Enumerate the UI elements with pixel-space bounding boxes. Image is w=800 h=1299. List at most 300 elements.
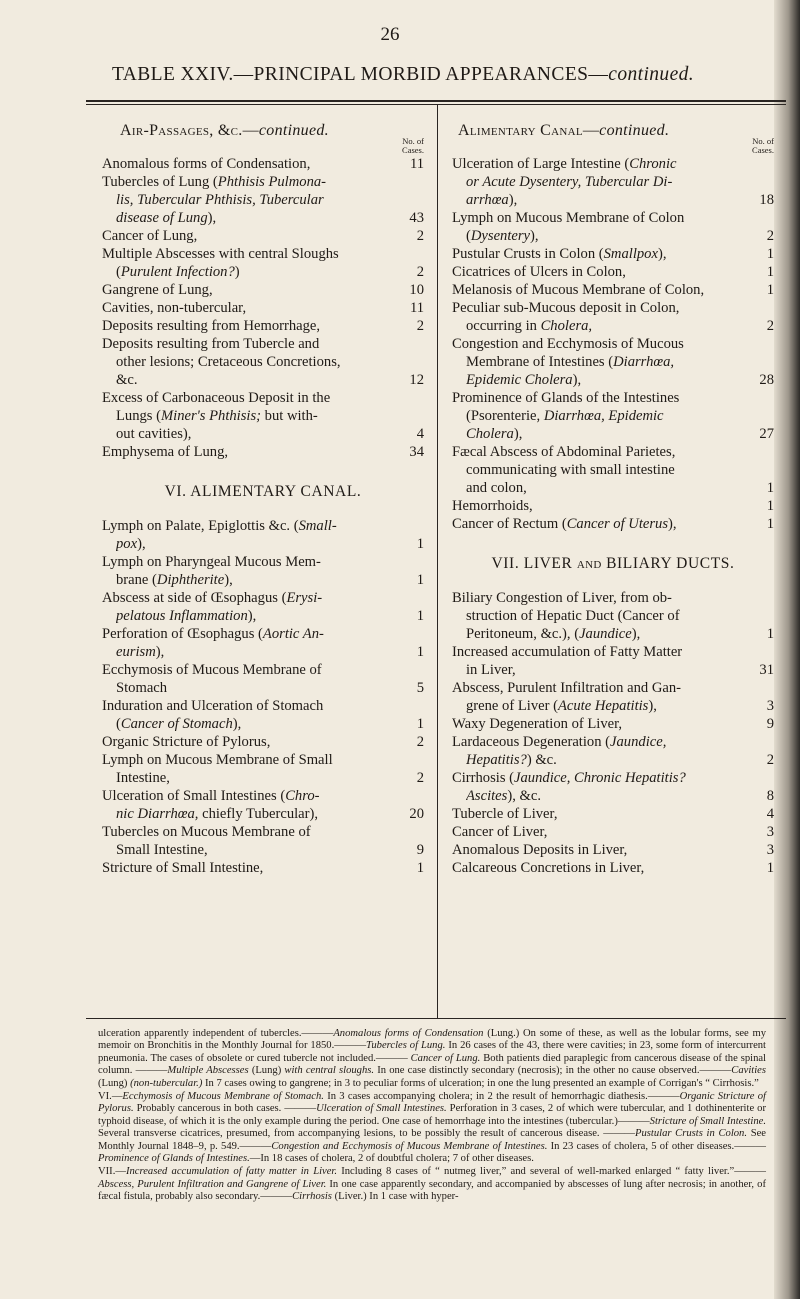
entry-line [102,553,424,571]
entry-text-italic: Cancer of Uterus [566,516,669,532]
entry-line [452,245,774,263]
entry-text-plain: ( [116,716,121,732]
table-entry [102,317,424,335]
entry-text-plain: ), [631,626,641,642]
entry-text-plain: Pustular Crusts in Colon ( [452,246,604,262]
entry-text [116,371,408,389]
right-entries-liver [452,589,774,877]
entry-line [452,805,774,823]
entry-line [452,859,774,877]
case-count: 1 [766,516,774,532]
table-entry [452,335,774,389]
table-entry [102,697,424,733]
case-count: 34 [409,444,424,460]
entry-text [102,281,408,299]
entry-text-italic: Miner's Phthisis; [161,408,262,424]
entry-text-plain: Multiple Abscesses with central Sloughs [102,246,339,262]
entry-text [466,407,774,425]
entry-text-plain: Induration and Ulceration of Stomach [102,698,324,714]
entry-text [102,697,424,715]
table-entry [452,515,774,533]
left-heading-text: Air-Passages, &c.— [120,122,259,139]
entry-text-plain: Lymph on Mucous Membrane of Colon [452,210,685,226]
entry-text-plain: ), [508,192,518,208]
entry-text-italic: Jaundice, [610,734,667,750]
entry-text-plain: Calcareous Concretions in Liver, [452,860,645,876]
case-count: 11 [409,156,424,172]
entry-text-plain: ) [234,264,240,280]
entry-line [452,335,774,353]
case-count: 2 [766,228,774,244]
case-count: 9 [766,716,774,732]
entry-line [452,697,774,715]
entry-line [102,245,424,263]
entry-line [452,173,774,191]
entry-text [466,625,758,643]
case-count: 2 [416,734,424,750]
table-entry [102,661,424,697]
entry-text [466,461,774,479]
entry-text-plain: Intestine, [116,770,170,786]
entry-text [116,715,408,733]
entry-text-plain: Increased accumulation of Fatty Matter [452,644,683,660]
footnote-text: Several transverse cicatrices, presumed, from accompanying lesions, to be possibly the result of cancerous disease. ——— [98,1128,636,1140]
table-entry [452,715,774,733]
footnote-italic: Cavities [731,1065,767,1077]
case-count: 2 [416,228,424,244]
footnote-italic: Ecchymosis of Mucous Membrane of Stomach. [122,1091,324,1103]
entry-text [452,841,758,859]
entry-line [102,353,424,371]
entry-text-plain: Tubercles on Mucous Membrane of [102,824,311,840]
table-entry [102,389,424,443]
entry-text-plain: Fæcal Abscess of Abdominal Parietes, [452,444,676,460]
entry-text [466,787,758,805]
entry-text-italic: Epidemic Cholera [466,372,573,388]
entry-line [452,733,774,751]
entry-text-plain: ), [137,536,146,552]
top-rule [86,100,786,102]
entry-text-italic: pelatous Inflammation [116,608,248,624]
table-entry [102,823,424,859]
case-count: 3 [766,842,774,858]
entry-line [452,479,774,497]
case-count: 1 [766,264,774,280]
entry-text [452,679,774,697]
footnote-text: (Lung) [248,1065,285,1077]
case-count: 1 [416,572,424,588]
entry-text [466,661,758,679]
right-column [452,122,774,877]
entry-text [466,425,758,443]
entry-line [102,407,424,425]
entry-line [452,155,774,173]
entry-text-italic: disease of Lung [116,210,208,226]
entry-text [116,209,408,227]
entry-text-italic: Dysentery [470,228,531,244]
entry-text [452,859,758,877]
entry-line [452,371,774,389]
entry-text-plain: Deposits resulting from Hemorrhage, [102,318,321,334]
entry-line [452,281,774,299]
entry-text-plain: ), [668,516,677,532]
entry-text-plain: Gangrene of Lung, [102,282,213,298]
entry-text-plain: ), [224,572,233,588]
entry-line [102,823,424,841]
entry-text-italic: Cancer of Stomach [120,716,233,732]
entry-line [102,535,424,553]
cases-label-cases: Cases. [752,145,774,155]
case-count: 28 [759,372,774,388]
entry-line [452,209,774,227]
case-count: 2 [416,318,424,334]
footnote-text: In 26 cases of the 43, there were cavities; in 23, some form of intercurrent pneumonia. The cases of obsolete or cured tubercle not included.——— [98,1040,767,1064]
entry-text-plain: ), [657,246,667,262]
table-entry [452,281,774,299]
entry-line [452,787,774,805]
entry-text-plain: ), [232,716,242,732]
entry-text [452,715,758,733]
case-count: 1 [766,282,774,298]
section-title-and: AND [576,559,602,571]
entry-text [466,697,758,715]
table-title [112,64,752,86]
entry-text-plain: Ulceration of Large Intestine ( [452,156,630,172]
entry-text [116,805,408,823]
entry-text [102,859,408,877]
entry-line [452,353,774,371]
entry-line [452,769,774,787]
entry-text-italic: nic Diarrhœa, [116,806,199,822]
entry-text [452,155,774,173]
footnote-italic: Increased accumulation of fatty matter in Liver. [125,1166,338,1178]
entry-text [452,733,774,751]
entry-text-italic: Aortic An- [262,626,324,642]
right-entries-alimentary [452,155,774,533]
entry-text [102,553,424,571]
entry-text-plain: ), &c. [507,788,541,804]
entry-text-italic: Diphtherite [156,572,225,588]
section-title-biliary: BILIARY DUCTS. [601,555,735,572]
entry-text-plain: grene of Liver ( [466,698,558,714]
entry-text [452,443,774,461]
case-count: 18 [759,192,774,208]
entry-text [102,517,424,535]
entry-text-plain: ), [513,426,523,442]
entry-text-plain: Cirrhosis ( [452,770,515,786]
entry-line [102,751,424,769]
entry-text-plain: Cavities, non-tubercular, [102,300,247,316]
table-entry [452,643,774,679]
table-entry [102,787,424,823]
entry-line [452,841,774,859]
case-count: 2 [766,752,774,768]
table-entry [102,625,424,661]
entry-text [116,263,408,281]
case-count: 3 [766,824,774,840]
entry-text [466,191,758,209]
case-count: 3 [766,698,774,714]
entry-text-plain: Small Intestine, [116,842,208,858]
section-title-liver-biliary [452,555,774,573]
entry-text-plain: ), [648,698,657,714]
entry-line [102,571,424,589]
entry-text-plain: Tubercle of Liver, [452,806,558,822]
entry-text-plain: Perforation of Œsophagus ( [102,626,263,642]
entry-line [102,335,424,353]
entry-text [452,299,774,317]
entry-text-plain: Prominence of Glands of the Intestines [452,390,680,406]
entry-text-plain: Membrane of Intestines ( [466,354,614,370]
entry-line [102,173,424,191]
entry-text [116,353,424,371]
entry-line [102,227,424,245]
entry-text [102,787,424,805]
footnote-italic: Anomalous forms of Condensation [333,1028,484,1039]
entry-text [102,733,408,751]
entry-text [116,607,408,625]
entry-text-plain: Anomalous forms of Condensation, [102,156,311,172]
entry-text [452,805,758,823]
left-heading-continued: continued. [258,122,329,139]
footnote-text: (Lung) [98,1077,131,1089]
entry-text-italic: Diarrhœa, [613,354,675,370]
case-count: 1 [766,498,774,514]
entry-text-plain: Abscess, Purulent Infiltration and Gan- [452,680,681,696]
case-count: 31 [759,662,774,678]
case-count: 2 [416,264,424,280]
footnote-paragraph [98,1028,766,1090]
entry-line [102,625,424,643]
entry-text-plain: ( [466,228,471,244]
footnotes [98,1028,766,1204]
entry-text-plain: ), [572,372,582,388]
entry-text-italic: Cholera, [540,318,593,334]
entry-text-plain: other lesions; Cretaceous Concretions, [116,354,341,370]
entry-text [102,245,424,263]
entry-text [452,335,774,353]
case-count: 5 [416,680,424,696]
table-entry [102,859,424,877]
entry-text [452,209,774,227]
entry-text-italic: Chronic [629,156,677,172]
entry-text-plain: ), [530,228,539,244]
entry-line [452,607,774,625]
case-count: 8 [766,788,774,804]
entry-text-italic: Purulent Infection? [120,264,235,280]
footnote-text: —In 18 cases of cholera, 2 of doubtful cholera; 7 of other diseases. [249,1153,534,1165]
entry-line [102,697,424,715]
entry-line [102,643,424,661]
entry-text-plain: &c. [116,372,138,388]
entry-line [102,191,424,209]
entry-text [452,515,758,533]
entry-text-plain: ), [247,608,257,624]
case-count: 1 [416,644,424,660]
entry-line [452,317,774,335]
case-count: 43 [409,210,424,226]
entry-text-plain: out cavities), [116,426,192,442]
entry-line [452,425,774,443]
entry-text-italic: eurism [116,644,156,660]
footnote-text: In one case apparently secondary, and accompanied by abscesses of lung after necrosis; in another, of fæcal fistula, probably also secondary.——— [98,1178,766,1203]
entry-text [102,299,408,317]
entry-text-plain: Deposits resulting from Tubercle and [102,336,320,352]
entry-text [466,371,758,389]
footnote-text: VII.— [98,1166,126,1178]
table-entry [102,281,424,299]
entry-text-plain: in Liver, [466,662,516,678]
entry-text-italic: arrhœa [466,192,509,208]
case-count: 1 [416,536,424,552]
table-entry [102,299,424,317]
entry-text-italic: or Acute Dysentery, Tubercular Di- [466,174,673,190]
entry-line [102,209,424,227]
entry-text [452,281,758,299]
entry-text [466,607,774,625]
entry-text [102,443,408,461]
entry-text-italic: Diarrhœa, Epidemic [543,408,664,424]
entry-text-plain: Organic Stricture of Pylorus, [102,734,271,750]
table-entry [452,497,774,515]
table-entry [452,841,774,859]
footnote-italic: Cancer of Lung. [410,1052,481,1064]
entry-line [102,371,424,389]
footnote-italic: Tubercles of Lung. [366,1040,446,1052]
case-count: 9 [416,842,424,858]
table-entry [102,335,424,389]
entry-text [116,841,408,859]
table-entry [102,173,424,227]
entry-line [452,461,774,479]
entry-text [102,389,424,407]
entry-text [452,589,774,607]
entry-line [102,425,424,443]
footnote-text: In 3 cases accompanying cholera; in 2 the result of hemorrhagic diathesis.——— [323,1091,680,1103]
case-count: 4 [416,426,424,442]
footnote-italic: Congestion and Ecchymosis of Mucous Membrane of Intestines. [271,1140,548,1152]
entry-text-plain: ), [207,210,217,226]
entry-text-plain: struction of Hepatic Duct (Cancer of [466,608,680,624]
entry-text [102,661,424,679]
entry-text-plain: Cancer of Liver, [452,824,548,840]
entry-text-plain: Lardaceous Degeneration ( [452,734,611,750]
entry-line [452,715,774,733]
entry-line [102,317,424,335]
entry-text-italic: Jaundice, Chronic Hepatitis? [514,770,686,786]
table-entry [452,245,774,263]
entry-line [102,517,424,535]
entry-text-plain: Melanosis of Mucous Membrane of Colon, [452,282,705,298]
entry-text-plain: Peritoneum, &c.), ( [466,626,580,642]
entry-line [102,443,424,461]
entry-line [452,823,774,841]
entry-line [102,859,424,877]
entry-text-plain: Stricture of Small Intestine, [102,860,264,876]
entry-text-italic: lis, Tubercular Phthisis, Tubercular [116,192,324,208]
entry-line [102,769,424,787]
entry-text-plain: Lymph on Pharyngeal Mucous Mem- [102,554,321,570]
footnote-italic: Stricture of Small Intestine. [649,1115,766,1127]
footnote-italic: with central sloughs. [284,1065,375,1077]
table-entry [452,299,774,335]
case-count: 12 [409,372,424,388]
footnote-italic: Prominence of Glands of Intestines. [98,1153,250,1165]
entry-text-plain: chiefly Tubercular), [198,806,319,822]
table-entry [102,517,424,553]
entry-text [116,425,408,443]
entry-text-plain: Emphysema of Lung, [102,444,229,460]
entry-text [102,227,408,245]
entry-text-plain: Biliary Congestion of Liver, from ob- [452,590,672,606]
table-entry [452,859,774,877]
entry-text [102,335,424,353]
case-count: 2 [416,770,424,786]
case-count: 1 [416,608,424,624]
entry-text [116,191,424,209]
entry-line [452,299,774,317]
entry-line [452,515,774,533]
entry-text-plain: Ecchymosis of Mucous Membrane of [102,662,322,678]
entry-text-italic: Chro- [285,788,320,804]
entry-text-plain: but with- [261,408,318,424]
entry-line [452,751,774,769]
entry-line [102,805,424,823]
entry-text [102,155,408,173]
left-column [102,122,424,877]
entry-text-plain: ) &c. [526,752,557,768]
entry-text-italic: Phthisis Pulmona- [217,174,327,190]
entry-text-plain: Peculiar sub-Mucous deposit in Colon, [452,300,680,316]
entry-text [452,769,774,787]
table-entry [102,733,424,751]
entry-text-italic: Hepatitis? [466,752,527,768]
entry-text-plain: Cancer of Rectum ( [452,516,567,532]
entry-text [102,625,424,643]
entry-text-plain: Waxy Degeneration of Liver, [452,716,623,732]
case-count: 1 [766,860,774,876]
table-entry [102,589,424,625]
entry-text-plain: (Psorenterie, [466,408,544,424]
entry-text-plain: Tubercles of Lung ( [102,174,218,190]
entry-text-plain: Congestion and Ecchymosis of Mucous [452,336,684,352]
footnote-italic: Organic Stricture of Pylorus. [98,1091,766,1115]
entry-text [102,823,424,841]
entry-line [452,263,774,281]
table-entry [102,553,424,589]
case-count: 1 [766,246,774,262]
entry-text-italic: Ascites [466,788,508,804]
entry-line [452,643,774,661]
entry-text [116,571,408,589]
entry-line [102,155,424,173]
case-count: 2 [766,318,774,334]
entry-text [466,227,758,245]
right-heading-continued: continued. [599,122,670,139]
entry-text-plain: Excess of Carbonaceous Deposit in the [102,390,331,406]
footnote-text: See Monthly Journal 1848–9, p. 549.——— [98,1128,766,1152]
entry-line [102,281,424,299]
table-entry [452,389,774,443]
footnote-text: VI.— [98,1091,123,1103]
footnote-italic: Pustular Crusts in Colon. [635,1128,748,1140]
entry-line [102,661,424,679]
right-heading-text: Alimentary Canal— [458,122,600,139]
entry-line [452,625,774,643]
table-entry [452,263,774,281]
entry-line [452,407,774,425]
table-entry [102,245,424,281]
